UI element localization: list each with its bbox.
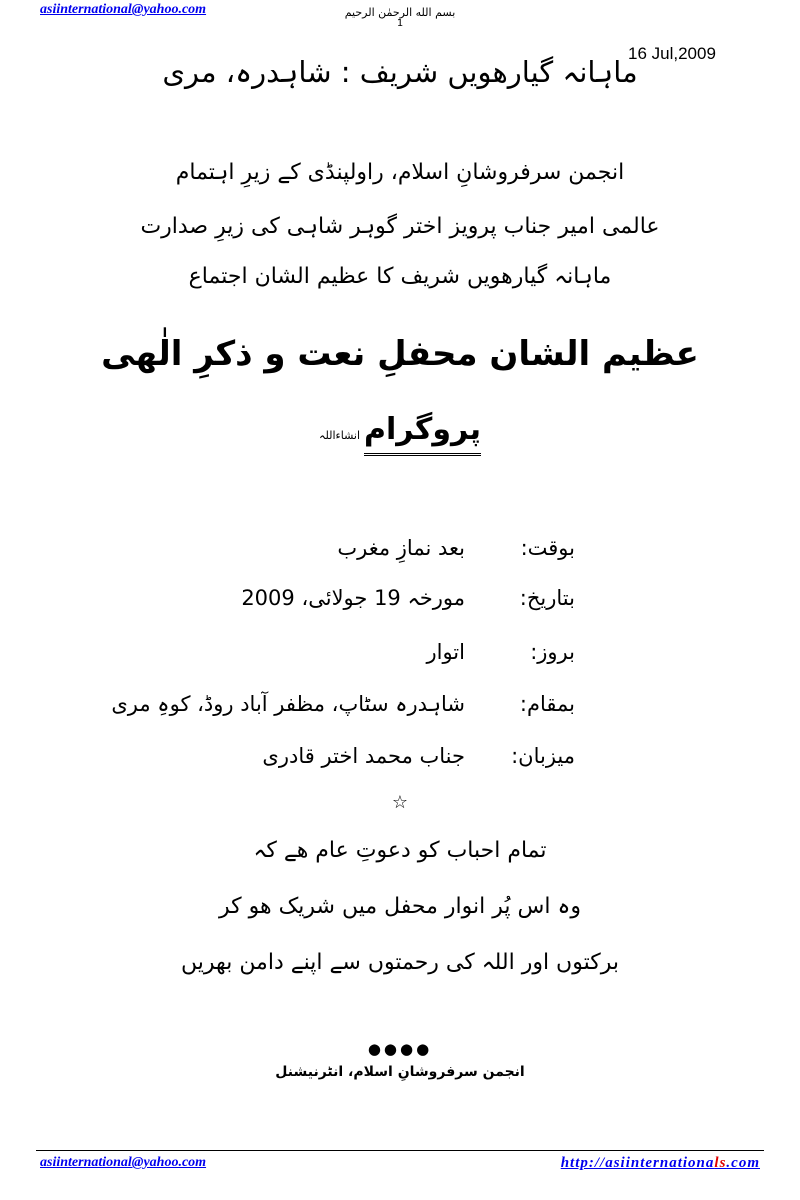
- page-number: 1: [396, 18, 404, 29]
- bismillah-text: بسم الله الرحمٰن الرحیم: [344, 6, 456, 19]
- event-headline: عظیم الشان محفلِ نعت و ذکرِ الٰھی: [101, 334, 699, 374]
- website-prefix: http://asiinternationa: [560, 1155, 715, 1171]
- page-title: ماہانہ گیارھویں شریف : شاہدرہ، مری: [162, 55, 638, 89]
- detail-value-date: مورخہ 19 جولائی، 2009: [241, 586, 465, 610]
- detail-label-time: بوقت:: [520, 536, 575, 560]
- footer-organization-name: انجمن سرفروشانِ اسلام، انٹرنیشنل: [275, 1064, 525, 1080]
- invitation-line-2: وہ اس پُر انوار محفل میں شریک ھو کر: [219, 894, 581, 919]
- footer-website-link[interactable]: [561, 1155, 760, 1172]
- detail-value-day: اتوار: [426, 640, 465, 664]
- detail-value-time: بعد نمازِ مغرب: [337, 536, 465, 560]
- inshallah-note: انشاءاللہ: [319, 429, 360, 442]
- organizer-line-1: انجمن سرفروشانِ اسلام، راولپنڈی کے زیرِ اہتمام: [175, 160, 625, 185]
- detail-label-host: میزبان:: [511, 744, 575, 768]
- document-date: 16 Jul,2009: [628, 44, 716, 63]
- organizer-line-2: عالمی امیر جناب پرویز اختر گوہر شاہی کی زیرِ صدارت: [140, 214, 660, 239]
- decorative-dots: ●●●●: [367, 1040, 433, 1058]
- detail-label-date: بتاریخ:: [519, 586, 575, 610]
- footer-email-link[interactable]: asiinternational@yahoo.com: [40, 1155, 207, 1170]
- program-label: پروگرام: [364, 412, 481, 456]
- footer-divider: [36, 1150, 764, 1151]
- header-email-link[interactable]: asiinternational@yahoo.com: [40, 2, 207, 17]
- website-suffix: .com: [726, 1155, 760, 1171]
- detail-value-host: جناب محمد اختر قادری: [262, 744, 465, 768]
- detail-label-day: بروز:: [530, 640, 575, 664]
- star-icon: ☆: [391, 792, 409, 813]
- detail-value-venue: شاہدرہ سٹاپ، مظفر آباد روڈ، کوہِ مری: [111, 692, 465, 716]
- program-heading: [0, 412, 800, 456]
- invitation-line-3: برکتوں اور اللہ کی رحمتوں سے اپنے دامن بھریں: [181, 950, 619, 975]
- organizer-line-3: ماہانہ گیارھویں شریف کا عظیم الشان اجتماع: [188, 264, 612, 289]
- invitation-line-1: تمام احباب کو دعوتِ عام ھے کہ: [253, 838, 547, 863]
- website-highlight: ls: [714, 1155, 727, 1171]
- detail-label-venue: بمقام:: [519, 692, 575, 716]
